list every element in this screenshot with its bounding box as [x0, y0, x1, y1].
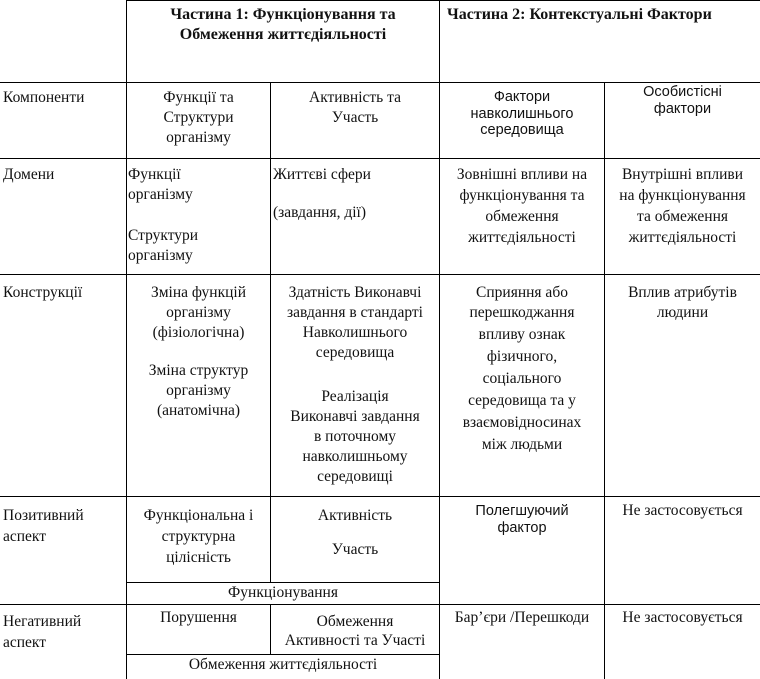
positive-c2a: Активність [317, 507, 393, 524]
row-label-positive-line1: Позитивний [3, 507, 84, 524]
part2-header: Частина 2: Контекстуальні Фактори [447, 6, 712, 23]
negative-c4: Не застосовується [622, 609, 743, 626]
positive-c1-line1: Функціональна і [143, 507, 254, 524]
row-label-negative-line1: Негативний [3, 613, 82, 630]
part1-header-line2: Обмеження життєдіяльності [179, 26, 387, 43]
constructs-c2a-line1: Здатність Виконавчі [288, 284, 422, 301]
domains-c4-line4: життєдіяльності [628, 229, 737, 246]
positive-c3-line1: Полегшуючий [475, 503, 569, 519]
constructs-c2b-line3: в поточному [313, 428, 397, 445]
domains-c4-line2: на функціонування [619, 187, 746, 204]
components-c4-line1: Особистісні [643, 84, 722, 100]
constructs-c2a-line4: середовища [315, 344, 395, 361]
domains-c1a-line1: Функції [128, 166, 181, 183]
domains-c1a-line2: організму [128, 186, 193, 203]
components-c1-line2: Структури [163, 109, 234, 126]
row-divider-positive [0, 604, 760, 605]
domains-c1b-line2: організму [128, 247, 193, 264]
constructs-c3-line4: фізичного, [486, 348, 558, 365]
constructs-c4-line2: людини [656, 304, 709, 321]
positive-c4: Не застосовується [622, 502, 743, 519]
components-c3-line2: навколишнього [470, 106, 574, 122]
constructs-c1a-line3: (фізіологічна) [152, 324, 245, 341]
domains-c4-line1: Внутрішні впливи [621, 166, 744, 183]
negative-c2-line1: Обмеження [316, 613, 394, 630]
negative-c3: Бар’єри /Перешкоди [454, 609, 590, 626]
positive-c3-line2: фактор [497, 520, 547, 536]
constructs-c1b-line2: організму [166, 382, 231, 399]
domains-c3-line3: обмеження [485, 208, 559, 225]
constructs-c3-line1: Сприяння або [476, 284, 568, 301]
negative-merged-disability: Обмеження життєдіяльності [188, 656, 378, 673]
part1-header-line1: Частина 1: Функціонування та [170, 6, 396, 23]
domains-c4-line3: та обмеження [637, 208, 728, 225]
constructs-c1a-line2: організму [166, 304, 231, 321]
domains-c3-line2: функціонування та [459, 187, 585, 204]
row-label-domains: Домени [3, 166, 55, 183]
components-c3-line3: середовища [480, 122, 564, 138]
domains-c3-line4: життєдіяльності [468, 229, 576, 246]
constructs-c2a-line3: Навколишнього [302, 324, 408, 341]
negative-c2-line2: Активності та Участі [284, 632, 426, 649]
constructs-c2b-line1: Реалізація [321, 388, 389, 405]
row-divider-header [0, 82, 760, 83]
row-label-constructs: Конструкції [3, 284, 83, 301]
constructs-c1b-line3: (анатомічна) [156, 402, 241, 419]
constructs-c3-line5: соціального [482, 370, 562, 387]
row-divider-components [0, 158, 760, 159]
table-border-top [126, 0, 760, 1]
row-divider-constructs [0, 496, 760, 497]
components-c2-line2: Участь [331, 109, 379, 126]
components-c1-line3: організму [166, 129, 231, 146]
row-label-positive-line2: аспект [3, 528, 47, 545]
constructs-c4-line1: Вплив атрибутів [628, 284, 737, 301]
components-c1-line1: Функції та [163, 89, 234, 106]
domains-c2b: (завдання, дії) [273, 204, 366, 221]
constructs-c2b-line5: середовищі [317, 468, 393, 485]
constructs-c2b-line4: навколишньому [302, 448, 408, 465]
constructs-c3-line2: перешкоджання [469, 304, 575, 321]
constructs-c2a-line2: завдання в стандарті [287, 304, 423, 321]
positive-c1-line3: цілісність [166, 549, 231, 566]
positive-merged-functioning: Функціонування [228, 584, 338, 601]
constructs-c3-line7: взаємовідносинах [462, 414, 582, 431]
constructs-c3-line8: між людьми [481, 436, 563, 453]
components-c2-line1: Активність та [309, 89, 401, 106]
domains-c3-line1: Зовнішні впливи на [456, 166, 588, 183]
row-label-negative-line2: аспект [3, 634, 47, 651]
components-c3-line1: Фактори [493, 89, 551, 105]
constructs-c3-line6: середовища та у [468, 392, 576, 409]
positive-c2b: Участь [331, 541, 379, 558]
domains-c2a: Життєві сфери [273, 166, 371, 183]
row-divider-domains [0, 274, 760, 275]
constructs-c2b-line2: Виконавчі завдання [290, 408, 420, 425]
constructs-c1a-line1: Зміна функцій [150, 284, 247, 301]
domains-c1b-line1: Структури [128, 227, 199, 244]
constructs-c1b-line1: Зміна структур [148, 362, 249, 379]
constructs-c3-line3: впливу ознак [478, 326, 566, 343]
components-c4-line2: фактори [653, 101, 712, 117]
negative-c1: Порушення [160, 609, 237, 626]
row-label-components: Компоненти [3, 89, 85, 106]
positive-c1-line2: структурна [161, 528, 236, 545]
